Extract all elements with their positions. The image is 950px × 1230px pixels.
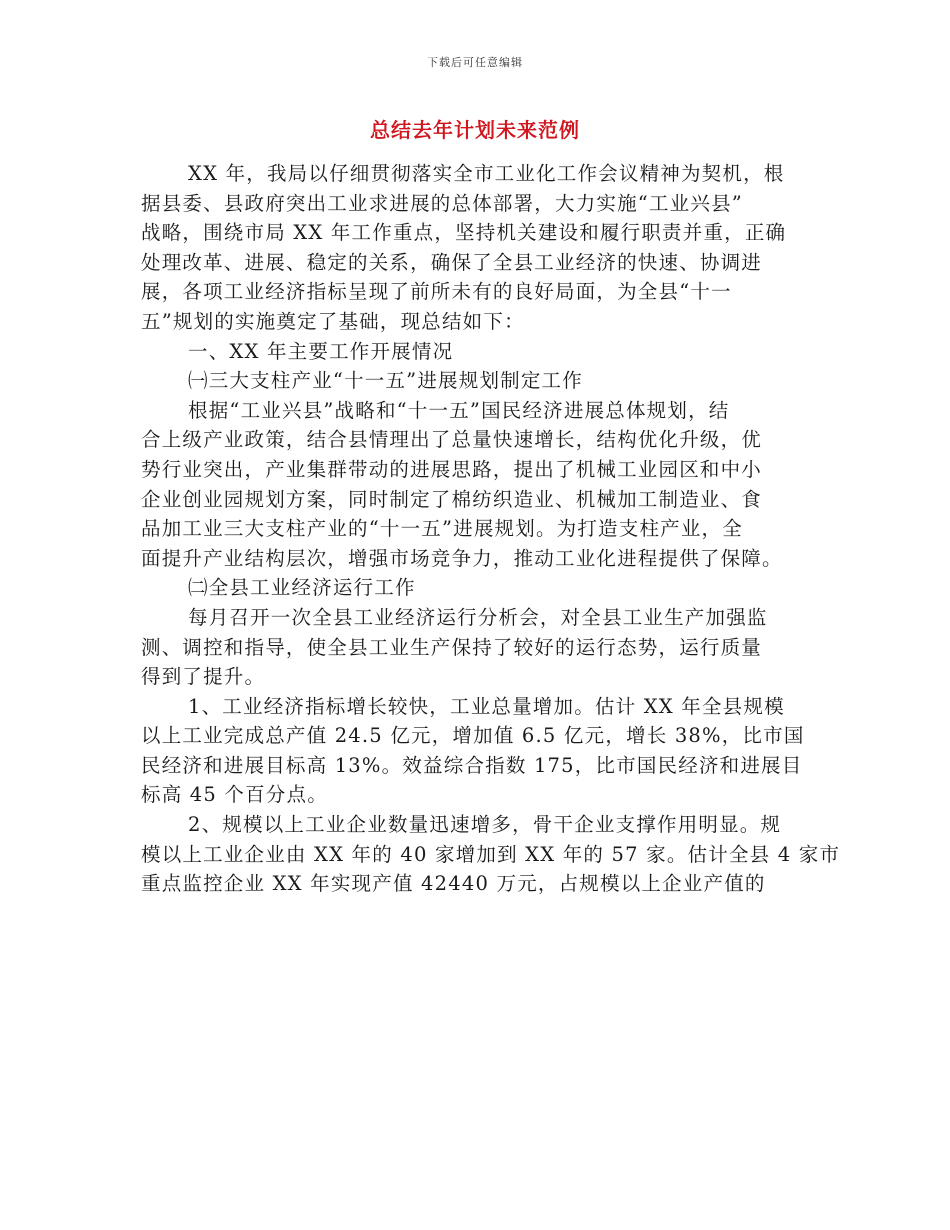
text-line: 势行业突出，产业集群带动的进展思路，提出了机械工业园区和中小 — [141, 457, 763, 481]
text-line: 得到了提升。 — [141, 665, 266, 689]
text-line: 企业创业园规划方案，同时制定了棉纺织造业、机械加工制造业、食 — [141, 487, 763, 511]
text-line: 测、调控和指导，使全县工业生产保持了较好的运行态势，运行质量 — [141, 635, 763, 659]
text-line: 处理改革、进展、稳定的关系，确保了全县工业经济的快速、协调进 — [141, 250, 763, 274]
document-title: 总结去年计划未来范例 — [370, 118, 580, 142]
text-line: 根据“工业兴县”战略和“十一五”国民经济进展总体规划，结 — [188, 398, 730, 422]
text-line: 以上工业完成总产值 24.5 亿元，增加值 6.5 亿元，增长 38%，比市国 — [141, 724, 805, 748]
text-line: 每月召开一次全县工业经济运行分析会，对全县工业生产加强监 — [188, 605, 768, 629]
text-line: XX 年，我局以仔细贯彻落实全市工业化工作会议精神为契机，根 — [188, 162, 785, 185]
subsection-heading: ㈡全县工业经济运行工作 — [188, 576, 416, 600]
header-note: 下载后可任意编辑 — [427, 56, 523, 69]
text-line: 展，各项工业经济指标呈现了前所未有的良好局面，为全县“十一 — [141, 280, 732, 304]
section-heading: 一、XX 年主要工作开展情况 — [188, 339, 454, 363]
text-line: 面提升产业结构层次，增强市场竞争力，推动工业化进程提供了保障。 — [141, 546, 783, 570]
text-line: 重点监控企业 XX 年实现产值 42440 万元，占规模以上企业产值的 — [141, 872, 766, 896]
text-line: 合上级产业政策，结合县情理出了总量快速增长，结构优化升级，优 — [141, 428, 763, 452]
text-line: 2、规模以上工业企业数量迅速增多，骨干企业支撑作用明显。规 — [188, 813, 782, 837]
text-line: 标高 45 个百分点。 — [141, 783, 328, 807]
text-line: 民经济和进展目标高 13%。效益综合指数 175，比市国民经济和进展目 — [141, 753, 803, 777]
subsection-heading: ㈠三大支柱产业“十一五”进展规划制定工作 — [188, 369, 583, 393]
text-line: 五”规划的实施奠定了基础，现总结如下： — [141, 309, 525, 333]
text-line: 模以上工业企业由 XX 年的 40 家增加到 XX 年的 57 家。估计全县 4 家市 — [141, 842, 841, 866]
text-line: 品加工业三大支柱产业的“十一五”进展规划。为打造支柱产业，全 — [141, 517, 743, 541]
document-body — [141, 159, 841, 899]
text-line: 据县委、县政府突出工业求进展的总体部署，大力实施“工业兴县” — [141, 191, 743, 215]
text-line: 1、工业经济指标增长较快，工业总量增加。估计 XX 年全县规模 — [188, 694, 785, 718]
text-line: 战略，围绕市局 XX 年工作重点，坚持机关建设和履行职责并重，正确 — [141, 221, 787, 245]
